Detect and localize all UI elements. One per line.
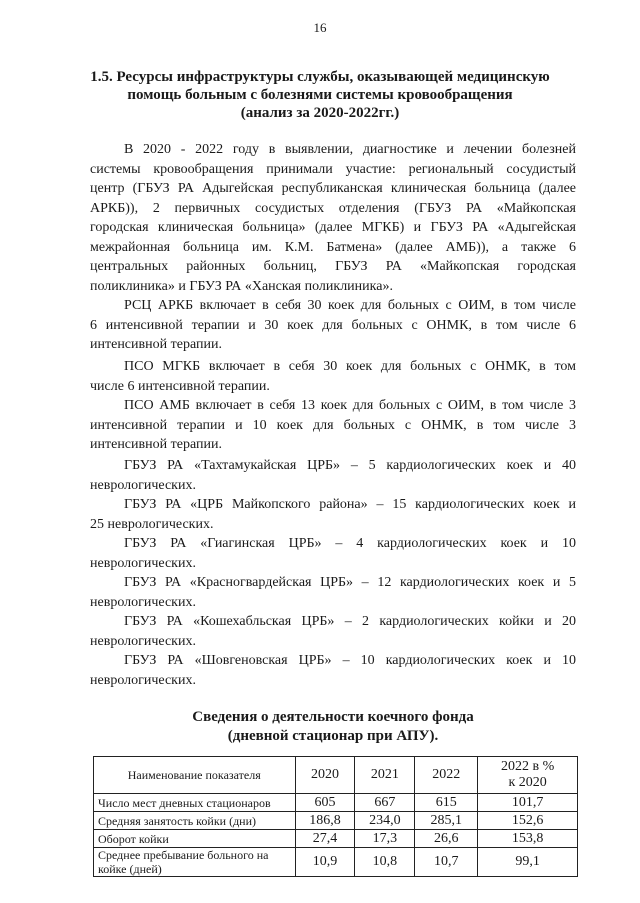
cell-2021: 10,8 [355,848,415,877]
paragraph-koshekhablskaya [90,612,576,651]
cell-percent: 152,6 [478,812,578,830]
text-line: ГБУЗ РА «Гиагинская ЦРБ» – 4 кардиологических коек и 10 [124,536,576,551]
text-line: ГБУЗ РА «Шовгеновская ЦРБ» – 10 кардиологических коек и 10 [124,653,576,668]
text-line: неврологических. [90,594,196,610]
header-year-2022: 2022 [415,757,478,794]
text-line: интенсивной терапии и 10 коек для больных с ОНМК, в том числе 3 [90,417,576,433]
text-line: интенсивной терапии. [90,437,222,452]
header-year-2020: 2020 [295,757,355,794]
paragraph-takhtamukay [90,456,576,495]
table-row [94,794,578,812]
header-percent [478,757,578,794]
section-heading [70,68,570,122]
text-line: неврологических. [90,555,196,571]
text-line: АРКБ)), 2 первичных сосудистых отделения (ГБУЗ РА «Майкопская [90,200,576,216]
heading-line: 1.5. Ресурсы инфраструктуры службы, оказывающей медицинскую [90,69,550,85]
text-line: неврологических. [90,672,196,688]
row-label: Средняя занятость койки (дни) [94,812,296,830]
cell-2022: 26,6 [415,830,478,848]
text-line: поликлиника» и ГБУЗ РА «Ханская поликлиника». [90,278,393,294]
text-line: В 2020 - 2022 году в выявлении, диагностике и лечении болезней [124,142,576,157]
table-header-row [94,757,578,794]
paragraph-shovgenovskaya [90,651,576,690]
paragraph-arkb [90,296,576,355]
text-line: ПСО АМБ включает в себя 13 коек для больных с ОИМ, в том числе 3 [124,398,576,413]
cell-2022: 615 [415,794,478,812]
row-label: Оборот койки [94,830,296,848]
paragraph-maykop-district [90,495,576,534]
text-line: ГБУЗ РА «Кошехабльская ЦРБ» – 2 кардиологических койки и 20 [124,614,576,629]
header-percent-line: к 2020 [508,775,547,790]
cell-2021: 234,0 [355,812,415,830]
paragraph-amb [90,396,576,455]
paragraph-krasnogvardeyskaya [90,573,576,612]
cell-percent: 101,7 [478,794,578,812]
paragraph-mgkb [90,357,576,396]
paragraph-giaginskaya [90,534,576,573]
text-line: ГБУЗ РА «ЦРБ Майкопского района» – 15 кардиологических коек и [124,497,576,512]
paragraph-intro [90,140,576,296]
header-year-2021: 2021 [355,757,415,794]
text-line: ГБУЗ РА «Тахтамукайская ЦРБ» – 5 кардиологических коек и 40 [124,458,576,473]
text-line: интенсивной терапии. [90,337,222,352]
table-row [94,812,578,830]
cell-2021: 667 [355,794,415,812]
text-line: центр (ГБУЗ РА Адыгейская республиканская клиническая больница (далее [90,181,576,196]
text-line: межрайонная больница им. К.М. Батмена» (далее АМБ)), а также 6 [90,239,576,255]
text-line: системы кровообращения принимали участие: региональный сосудистый [90,161,576,177]
table-row [94,848,578,877]
heading-line: помощь больным с болезнями системы кровообращения [127,87,513,103]
header-percent-line: 2022 в % [500,759,555,774]
text-line: центральных районных больниц, ГБУЗ РА «Майкопская городская [90,259,576,274]
table-title-line: Сведения о деятельности коечного фонда [192,709,474,725]
text-line: ГБУЗ РА «Красногвардейская ЦРБ» – 12 кардиологических коек и 5 [124,575,576,590]
text-line: неврологических. [90,633,196,649]
cell-2021: 17,3 [355,830,415,848]
text-line: неврологических. [90,477,196,493]
page-number: 16 [313,20,327,35]
row-label: Число мест дневных стационаров [94,794,296,812]
cell-2020: 27,4 [295,830,355,848]
cell-2022: 10,7 [415,848,478,877]
cell-percent: 99,1 [478,848,578,877]
text-line: 6 интенсивной терапии и 30 коек для больных с ОНМК, в том числе 6 [90,317,576,333]
cell-2022: 285,1 [415,812,478,830]
table-row [94,830,578,848]
heading-line: (анализ за 2020-2022гг.) [240,105,400,121]
cell-percent: 153,8 [478,830,578,848]
text-line: 25 неврологических. [90,516,214,532]
text-line: городская клиническая больница» (далее МГКБ) и ГБУЗ РА «Адыгейская [90,220,576,235]
bed-fund-table [93,756,578,877]
cell-2020: 10,9 [295,848,355,877]
text-line: ПСО МГКБ включает в себя 30 коек для больных с ОНМК, в том [124,359,576,374]
row-label: Среднее пребывание больного на койке (дней) [94,848,296,877]
table-title [90,708,576,746]
text-line: числе 6 интенсивной терапии. [90,378,270,394]
cell-2020: 605 [295,794,355,812]
text-line: РСЦ АРКБ включает в себя 30 коек для больных с ОИМ, в том числе [124,298,576,313]
table-title-line: (дневной стационар при АПУ). [227,728,439,744]
header-indicator: Наименование показателя [94,757,296,794]
cell-2020: 186,8 [295,812,355,830]
